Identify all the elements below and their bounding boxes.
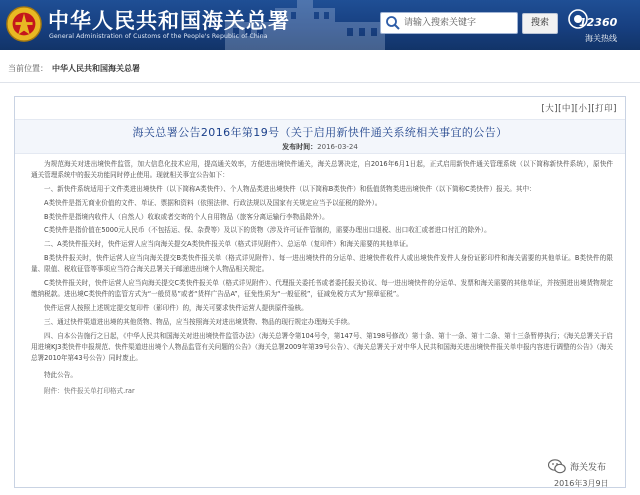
print-button[interactable]: [打印] <box>591 104 617 114</box>
site-title: 中华人民共和国海关总署 <box>48 8 290 33</box>
search-box <box>380 12 518 34</box>
publish-date <box>15 142 625 152</box>
paragraph: B类快件是指境内收件人（自然人）收取或者交寄的个人自用物品（旅客分离运输行李物品除外）。 <box>44 212 329 221</box>
site-subtitle: General Administration of Customs of the People's Republic of China <box>49 33 268 40</box>
hotline-number: 12360 <box>579 16 618 29</box>
paragraph: B类快件报关时，快件运营人应当向海关提交B类快件报关单（格式详见附件）、每一进出境快件的分运单、进境快件收件人或出境快件发件人身份证影印件和海关需要的其他单证。B类快件的限量、限值、税收征管等事项应当符合海关总署关于邮递进出境个人物品相关规定。 <box>31 254 613 274</box>
watermark-date: 2016年3月9日 <box>554 479 609 488</box>
breadcrumb-home-link[interactable]: 中华人民共和国海关总署 <box>52 64 140 73</box>
site-header <box>0 0 640 50</box>
publish-date-label: 发布时间： <box>282 143 318 151</box>
paragraph: 快件运营人按照上述规定提交复印件（影印件）的，海关可要求快件运营人提供原件验核。 <box>44 304 308 313</box>
hotline-badge[interactable] <box>565 6 637 46</box>
paragraph: 一、新快件系统适用于文件类进出境快件（以下简称A类快件）、个人物品类进出境快件（以下简称B类快件）和低值货物类进出境快件（以下简称C类快件）报关。其中： <box>44 185 536 194</box>
wechat-icon <box>548 459 566 474</box>
publish-date-value: 2016-03-24 <box>317 143 358 151</box>
notice-body <box>31 159 613 397</box>
paragraph: C类快件报关时，快件运营人应当向海关提交C类快件报关单（格式详见附件）、代理报关委托书或者委托报关协议、每一进出境快件的分运单、发票和海关需要的其他单证，并按照进出境货物规定缴纳税款。进出境C类快件的监管方式为“一般贸易”或者“货样广告品A”，征免性质为“一般征税”，征减免税方式为“照章征税”。 <box>31 279 613 299</box>
attachment-link[interactable]: 附件：快件报关单打印格式.rar <box>44 387 135 396</box>
breadcrumb-prefix: 当前位置： <box>8 64 48 73</box>
search-icon <box>385 15 401 31</box>
paragraph: A类快件是指无商业价值的文件、单证、票据和资料（依照法律、行政法规以及国家有关规定应当予以征税的除外）。 <box>44 198 382 207</box>
font-small-button[interactable]: [小] <box>574 104 592 114</box>
customs-emblem-logo <box>5 5 43 43</box>
paragraph: 特此公告。 <box>44 370 77 379</box>
wechat-watermark <box>548 458 632 492</box>
paragraph: 四、自本公告施行之日起，《中华人民共和国海关对进出境快件监管办法》（海关总署令第104号令，第147号、第198号修改）第十条、第十一条、第十二条、第十三条暂停执行；《海关总署关于启用进境KJ3类快件申报规范、快件渠道进出境个人物品监管有关问题的公告》（海关总署2009年第39号公告）、《海关总署关于对中华人民共和国海关进出境快件报关单申报内容进行调整的公告》（海关总署2010年第43号公告）同时废止。 <box>31 331 613 363</box>
breadcrumb <box>0 55 640 83</box>
font-medium-button[interactable]: [中] <box>558 104 575 114</box>
paragraph: 三、通过快件渠道进出境的其他货物、物品，应当按照海关对进出境货物、物品的现行规定办理海关手续。 <box>44 318 354 327</box>
watermark-name: 海关发布 <box>570 463 607 473</box>
font-size-tools <box>541 102 617 114</box>
search-input[interactable] <box>401 14 513 32</box>
hotline-label: 海关热线 <box>585 34 617 43</box>
paragraph: 为规范海关对进出境快件监管，加大信息化技术应用，提高通关效率，方便进出境快件通关，海关总署决定，自2016年6月1日起，正式启用新快件通关管理系统（以下简称新快件系统），原快件通关管理系统中的报关功能同时停止使用。现就相关事宜公告如下： <box>31 160 613 180</box>
paragraph: 二、A类快件报关时，快件运营人应当向海关提交A类快件报关单（格式详见附件）、总运单（复印件）和海关需要的其他单证。 <box>44 240 413 249</box>
font-large-button[interactable]: [大] <box>541 104 559 114</box>
notice-header <box>15 119 625 154</box>
search-button[interactable]: 搜索 <box>522 13 558 34</box>
paragraph: C类快件是指价值在5000元人民币（不包括运、保、杂费等）及以下的货物（涉及许可证件管制的，需要办理出口退税、出口收汇或者进口付汇的除外）。 <box>44 226 491 235</box>
notice-title: 海关总署公告2016年第19号（关于启用新快件通关系统相关事宜的公告） <box>132 126 508 139</box>
article-panel <box>14 96 626 488</box>
